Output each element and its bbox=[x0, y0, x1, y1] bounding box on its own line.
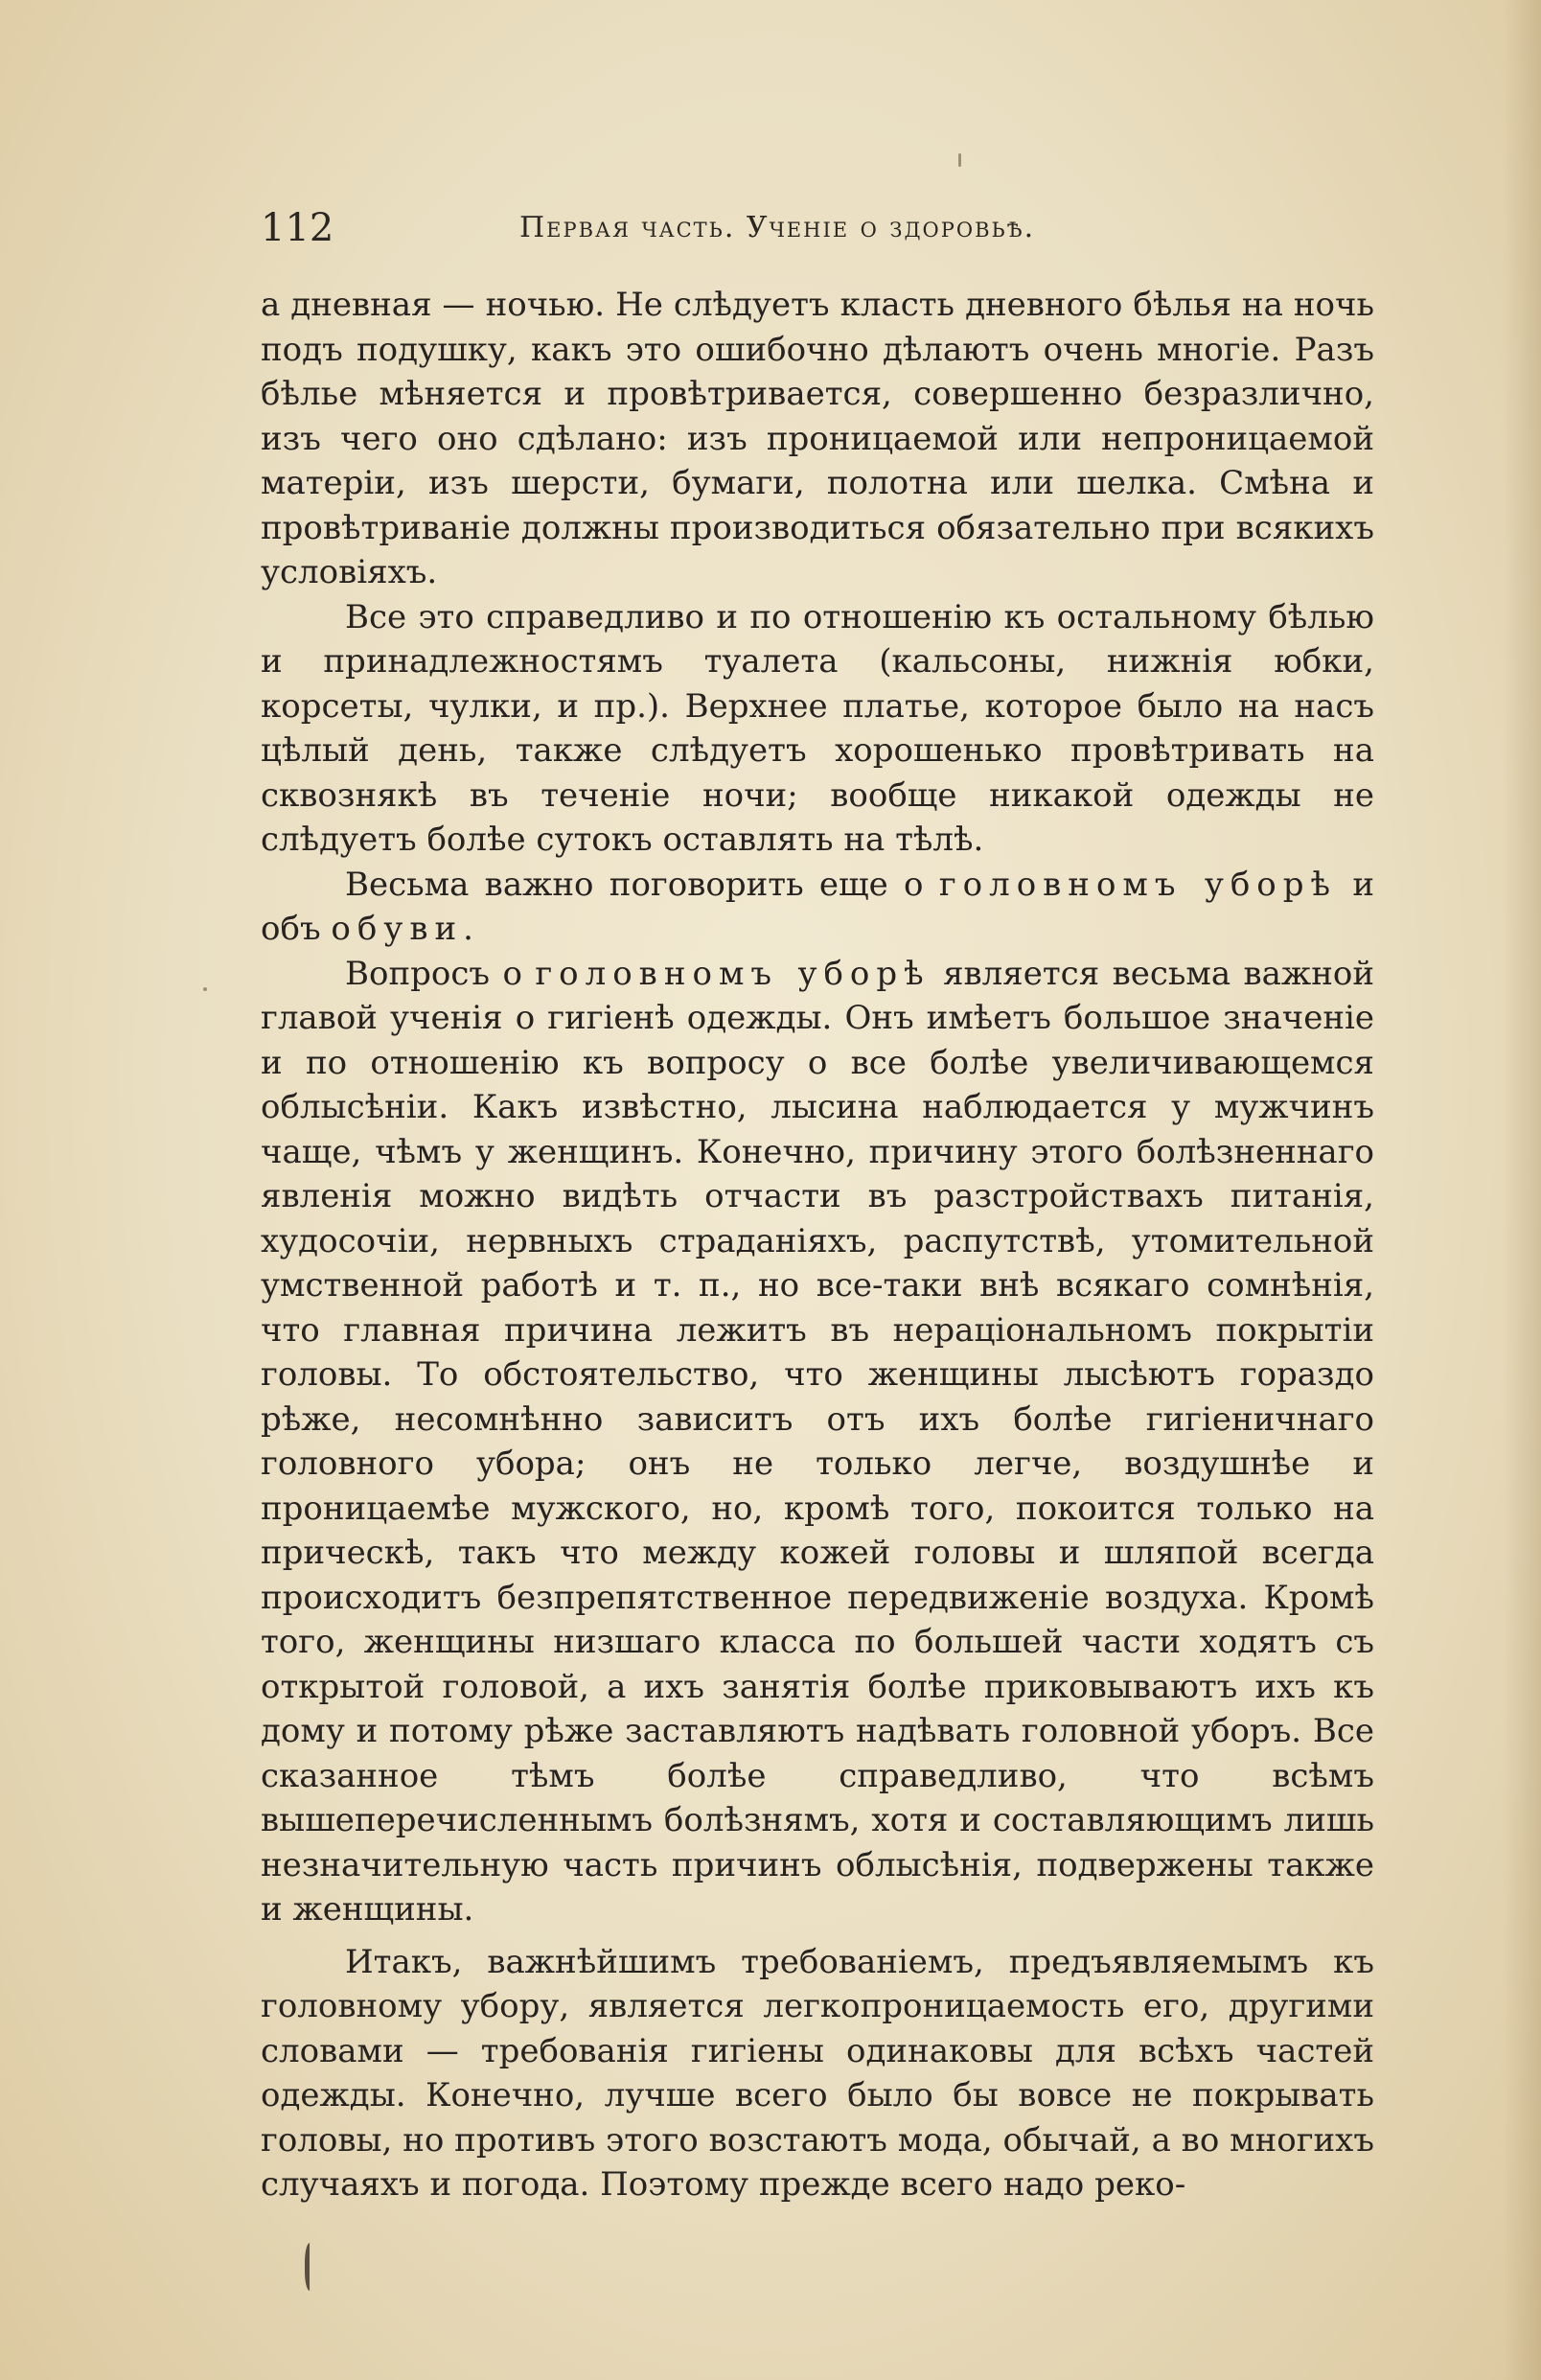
emphasis-spaced: головномъ уборѣ bbox=[938, 865, 1338, 904]
paper-speck bbox=[203, 987, 207, 991]
text-segment: и объ bbox=[261, 865, 1374, 948]
text-segment: Все это справедливо и по отношенію къ остальному бѣлью и принадлежностямъ туалета (кальсоны, нижнія юбки, корсеты, чулки, и пр.). Верхнее платье, которое было на насъ цѣлый день, также слѣдуетъ хорошенько провѣтривать на сквознякѣ въ теченіе ночи; вообще никакой одежды не слѣдуетъ болѣе сутокъ оставлять на тѣлѣ. bbox=[261, 597, 1374, 859]
emphasis-spaced: головномъ уборѣ bbox=[535, 954, 931, 993]
page-number: 112 bbox=[261, 206, 334, 250]
text-segment: является весьма важной главой ученія о гигіенѣ одежды. Онъ имѣетъ большое значеніе и по отношенію къ вопросу о все болѣе увеличивающемся облысѣніи. Какъ извѣстно, лысина наблюдается у мужчинъ чаще, чѣмъ у женщинъ. Конечно, причину этого болѣзненнаго явленія можно видѣть отчасти въ разстройствахъ питанія, худосочіи, нервныхъ страданіяхъ, распутствѣ, утомительной умственной работѣ и т. п., но все-таки внѣ всякаго сомнѣнія, что главная причина лежитъ въ нераціональномъ покрытіи головы. То обстоятельство, что женщины лысѣютъ гораздо рѣже, несомнѣнно зависитъ отъ ихъ болѣе гигіеничнаго головного убора; онъ не только легче, воздушнѣе и проницаемѣе мужского, но, кромѣ того, покоится только на прическѣ, такъ что между кожей головы и шляпой всегда происходитъ безпрепятственное передвиженіе воздуха. Кромѣ того, женщины низшаго класса по большей части ходятъ съ открытой головой, а ихъ занятія болѣе приковываютъ ихъ къ дому и потому рѣже заставляютъ надѣвать головной уборъ. Все сказанное тѣмъ болѣе справедливо, что всѣмъ вышеперечисленнымъ болѣзнямъ, хотя и составляющимъ лишь незначительную часть причинъ облысѣнія, подвержены также и женщины. bbox=[261, 954, 1374, 1929]
text-segment: . bbox=[463, 910, 473, 948]
text-segment: Итакъ, важнѣйшимъ требованіемъ, предъявляемымъ къ головному убору, является легкопроницаемость его, другими словами — требованія гигіены одинаковы для всѣхъ частей одежды. Конечно, лучше всего было бы вовсе не покрывать головы, но противъ этого возстаютъ мода, обычай, а во многихъ случаяхъ и погода. Поэтому прежде всего надо реко- bbox=[261, 1942, 1374, 2204]
paper-speck bbox=[958, 153, 961, 167]
ink-mark bbox=[305, 2243, 317, 2291]
paragraph-1 bbox=[261, 283, 1374, 595]
text-segment: Весьма важно поговорить еще о bbox=[345, 865, 939, 904]
paragraph-2 bbox=[261, 595, 1374, 863]
paragraph-5 bbox=[261, 1940, 1374, 2207]
paragraph-3 bbox=[261, 863, 1374, 952]
paragraph-4 bbox=[261, 952, 1374, 1932]
page-header bbox=[261, 199, 1374, 257]
text-segment: а дневная — ночью. Не слѣдуетъ класть дневного бѣлья на ночь подъ подушку, какъ это ошибочно дѣлаютъ очень многіе. Разъ бѣлье мѣняется и провѣтривается, совершенно безразлично, изъ чего оно сдѣлано: изъ проницаемой или непроницаемой матеріи, изъ шерсти, бумаги, полотна или шелка. Смѣна и провѣтриваніе должны производиться обязательно при всякихъ условіяхъ. bbox=[261, 286, 1374, 591]
text-segment: Вопросъ о bbox=[345, 954, 536, 993]
emphasis-spaced: обуви bbox=[331, 910, 464, 948]
body-text bbox=[261, 283, 1374, 2207]
running-title: Первая часть. Ученіе о здоровьѣ. bbox=[519, 211, 1036, 244]
